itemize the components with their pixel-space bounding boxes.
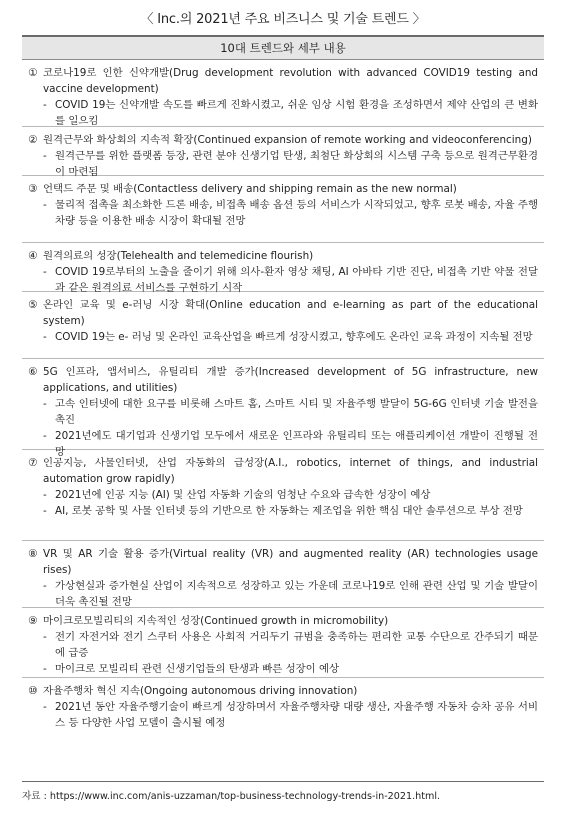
- trend-detail: [28, 503, 538, 519]
- trend-detail-text: 가상현실과 증가현실 산업이 지속적으로 성장하고 있는 가운데 코로나19로 인해 관련 산업 및 기술 발달이 더욱 촉진될 전망: [55, 580, 538, 608]
- bullet-dash: -: [43, 331, 47, 343]
- trend-detail: [28, 329, 538, 345]
- trend-title: 5G 인프라, 앱서비스, 유틸리티 개발 증가(Increased development of 5G infrastructure, new applications, and utilities): [43, 366, 538, 394]
- bullet-dash: -: [43, 489, 47, 501]
- trend-detail: [28, 197, 538, 229]
- bullet-dash: -: [43, 505, 47, 517]
- trend-number: ②: [28, 134, 38, 146]
- source-note: 자료 : https://www.inc.com/anis-uzzaman/top-business-technology-trends-in-2021.html.: [22, 791, 441, 802]
- trend-item: [28, 613, 538, 629]
- bullet-dash: -: [43, 631, 47, 643]
- trend-row: [22, 541, 544, 608]
- trend-detail-text: 2021년에 인공 지능 (AI) 및 산업 자동화 기술의 엄청난 수요와 급속한 성장이 예상: [55, 489, 431, 501]
- trend-detail: [28, 148, 538, 180]
- trends-table: [22, 35, 544, 782]
- trend-row: [22, 359, 544, 458]
- trend-detail: [28, 578, 538, 610]
- trend-item: [28, 132, 538, 148]
- trend-detail-text: COVID 19는 e- 러닝 및 온라인 교육산업을 빠르게 성장시켰고, 향후에도 온라인 교육 과정이 지속될 전망: [55, 331, 533, 343]
- trend-row: [22, 678, 544, 736]
- trend-detail-text: 2021년에도 대기업과 신생기업 모두에서 새로운 인프라와 유틸리티 또는 애플리케이션 개발이 진행될 전망: [55, 430, 538, 458]
- trend-number: ③: [28, 183, 38, 195]
- trend-row: [22, 292, 544, 359]
- bullet-dash: -: [43, 266, 47, 278]
- trend-detail: [28, 629, 538, 661]
- trend-detail-text: COVID 19로부터의 노출을 줄이기 위해 의사-환자 영상 채팅, AI 아바타 기반 진단, 비접촉 기반 약물 전달과 같은 원격의료 서비스를 구현하기 시작: [55, 266, 538, 294]
- trend-item: [28, 65, 538, 97]
- page-title: 〈 Inc.의 2021년 주요 비즈니스 및 기술 트렌드 〉: [140, 12, 426, 27]
- trend-detail-text: COVID 19는 신약개발 속도를 빠르게 진화시켰고, 쉬운 임상 시험 환경을 조성하면서 제약 산업의 큰 변화를 일으킴: [55, 99, 538, 127]
- trend-row: [22, 608, 544, 678]
- trend-detail-text: 물리적 접촉을 최소화한 드론 배송, 비접촉 배송 옵션 등의 서비스가 시작되었고, 향후 로봇 배송, 자율 주행 차량 등을 이용한 배송 시장이 확대될 전망: [55, 199, 538, 227]
- trend-detail-text: 원격근무를 위한 플랫폼 등장, 관련 분야 신생기업 탄생, 최첨단 화상회의 시스템 구축 등으로 원격근무환경이 마련됨: [55, 150, 538, 178]
- trend-item: [28, 248, 538, 264]
- trend-detail: [28, 264, 538, 296]
- trend-number: ⑦: [28, 457, 38, 469]
- trend-detail: [28, 97, 538, 129]
- bullet-dash: -: [43, 99, 47, 111]
- trend-detail-text: 2021년 동안 자율주행기술이 빠르게 성장하며서 자율주행차량 대량 생산, 자율주행 자동차 승차 공유 서비스 등 다양한 사업 모델이 출시될 예정: [55, 701, 538, 729]
- trend-detail: [28, 699, 538, 731]
- trend-detail-text: AI, 로봇 공학 및 사물 인터넷 등의 기반으로 한 자동화는 제조업을 위한 핵심 대안 솔루션으로 부상 전망: [55, 505, 523, 517]
- trend-item: [28, 364, 538, 396]
- trend-item: [28, 181, 538, 197]
- trend-detail-text: 고속 인터넷에 대한 요구를 비롯해 스마트 홈, 스마트 시티 및 자율주행 발달이 5G-6G 인터넷 기술 발전을 촉진: [55, 398, 538, 426]
- trend-number: ①: [28, 67, 38, 79]
- trend-number: ⑩: [28, 685, 38, 697]
- bullet-dash: -: [43, 663, 47, 675]
- trend-title: VR 및 AR 기술 활용 증가(Virtual reality (VR) and augmented reality (AR) technologies usage rises): [43, 548, 538, 576]
- bullet-dash: -: [43, 199, 47, 211]
- trend-number: ⑤: [28, 299, 38, 311]
- trend-detail-text: 전기 자전거와 전기 스쿠터 사용은 사회적 거리두기 규범을 충족하는 편리한 교통 수단으로 간주되기 때문에 급증: [55, 631, 538, 659]
- table-body: [22, 60, 544, 736]
- trend-number: ⑧: [28, 548, 38, 560]
- trend-number: ④: [28, 250, 38, 262]
- trend-number: ⑥: [28, 366, 38, 378]
- trend-row: [22, 450, 544, 541]
- trend-title: 코로나19로 인한 신약개발(Drug development revolution with advanced COVID19 testing and vaccine development): [43, 67, 538, 95]
- table-header: 10대 트렌드와 세부 내용: [22, 37, 544, 60]
- trend-detail-text: 마이크로 모빌리티 관련 신생기업들의 탄생과 빠른 성장이 예상: [55, 663, 340, 675]
- trend-title: 온라인 교육 및 e-러닝 시장 확대(Online education and e-learning as part of the educational system): [43, 299, 538, 327]
- trend-row: [22, 176, 544, 243]
- trend-row: [22, 127, 544, 176]
- trend-item: [28, 546, 538, 578]
- bullet-dash: -: [43, 430, 47, 442]
- bullet-dash: -: [43, 150, 47, 162]
- trend-title: 자율주행차 혁신 지속(Ongoing autonomous driving innovation): [43, 685, 358, 697]
- trend-row: [22, 243, 544, 292]
- bullet-dash: -: [43, 398, 47, 410]
- trend-item: [28, 297, 538, 329]
- bullet-dash: -: [43, 701, 47, 713]
- trend-title: 언택드 주문 및 배송(Contactless delivery and shipping remain as the new normal): [43, 183, 457, 195]
- trend-item: [28, 455, 538, 487]
- trend-title: 원격근무와 화상회의 지속적 확장(Continued expansion of remote working and videoconferencing): [43, 134, 532, 146]
- trend-title: 마이크로모빌리티의 지속적인 성장(Continued growth in micromobility): [43, 615, 389, 627]
- trend-number: ⑨: [28, 615, 38, 627]
- trend-item: [28, 683, 538, 699]
- trend-detail: [28, 487, 538, 503]
- trend-detail: [28, 661, 538, 677]
- bullet-dash: -: [43, 580, 47, 592]
- trend-detail: [28, 396, 538, 428]
- trend-title: 인공지능, 사물인터넷, 산업 자동화의 급성장(A.I., robotics, internet of things, and industrial automation grow rapidly): [43, 457, 538, 485]
- trend-row: [22, 60, 544, 127]
- trend-title: 원격의료의 성장(Telehealth and telemedicine flourish): [43, 250, 314, 262]
